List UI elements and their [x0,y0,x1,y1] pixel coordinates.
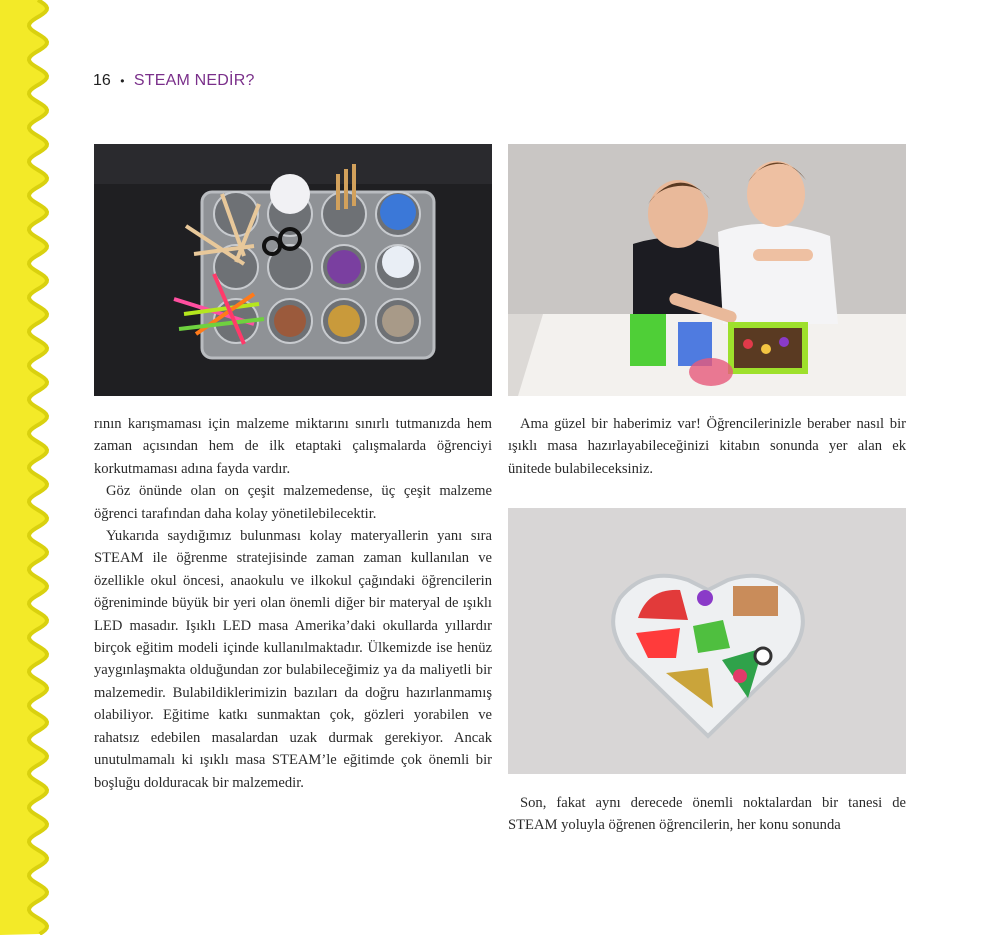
photo-children-at-table [508,144,906,396]
paragraph: Yukarıda saydığımız bulunması kolay materyallerin yanı sıra STEAM ile öğrenme stratejisinde zaman zaman kullanılan ve özellikle okul öncesi, anaokulu ve ilkokul çağındaki öğrencilerin öğreniminde büyük bir yeri olan önemli diğer bir materyal de ışıklı LED masadır. Işıklı LED masa Amerika’daki okullarda yıllardır birçok eğitim modeli içinde kullanılmaktadır. Ülkemizde ise henüz yaygınlaşmakta olduğundan zor bulabileceğimiz ya da maliyetli bir malzemedir. Bulabildiklerimizin bazıları da doğru hazırlanmamış olabiliyor. Eğitime katkı sunmaktan çok, gözleri yorabilen ve rahatsız edebilen masalardan uzak durmak gerekiyor. Ancak unutulmamalı ki ışıklı masa STEAM’le eğitimde çok önemli bir boşluğu dolduracak bir malzemedir. [94,528,492,791]
running-header [93,70,255,92]
paragraph: rının karışmaması için malzeme miktarını sınırlı tutmanızda hem zaman açısından hem de ilk etaptaki çalışmalarda öğrenciyi korkutmaması adına fayda vardır. [94,416,492,477]
header-bullet: • [120,74,125,88]
yellow-wavy-page-edge [0,0,60,935]
left-text-column [94,413,492,794]
paragraph: Son, fakat aynı derecede önemli noktalardan bir tanesi de STEAM yoluyla öğrenen öğrencilerin, her konu sonunda [508,795,906,834]
right-text-bottom [508,792,906,837]
photo-heart-shaped-container [508,508,906,774]
paragraph: Göz önünde olan on çeşit malzemedense, üç çeşit malzeme öğrenci tarafından daha kolay yönetilebilecektir. [94,483,492,522]
page-number: 16 [93,72,111,89]
right-text-top [508,413,906,480]
chapter-title: STEAM NEDİR? [133,72,255,89]
paragraph: Ama güzel bir haberimiz var! Öğrencilerinizle beraber nasıl bir ışıklı masa hazırlayabileceğinizi kitabın sonunda yer alan ek ünitede bulabileceksiniz. [508,416,906,477]
photo-muffin-tin-materials [94,144,492,396]
